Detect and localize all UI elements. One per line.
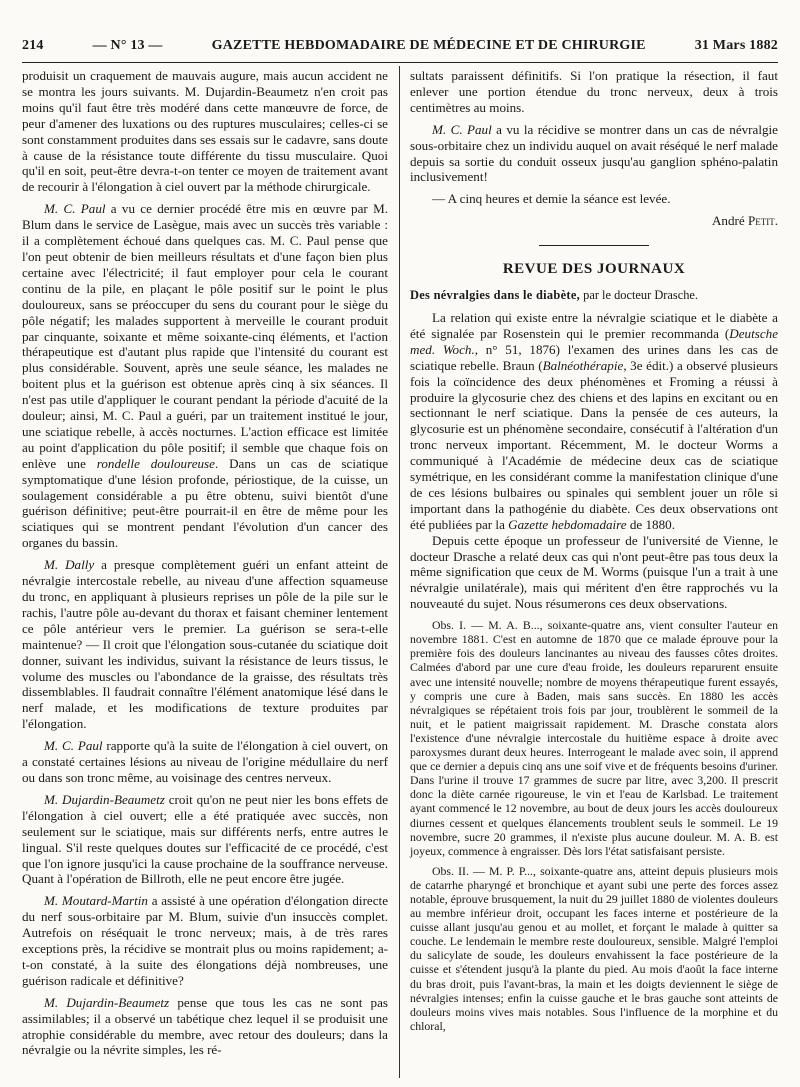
article-heading [410, 288, 778, 304]
paragraph: M. C. Paul a vu la récidive se montrer dans un cas de névralgie sous-orbitaire chez un individu auquel on avait réséqué le nerf malade depuis sa sortie du conduit osseux jusqu'au ganglion sphéno-palatin inclusivement! [410, 121, 778, 185]
right-column [410, 68, 778, 1033]
issue-number: — N° 13 — [92, 38, 163, 53]
speaker-name: M. C. Paul [432, 121, 492, 137]
speaker-name: M. C. Paul [44, 738, 103, 754]
paragraph: sultats paraissent définitifs. Si l'on pratique la résection, il faut enlever une portion étendue du tronc nerveux, deux à trois centimètres au moins. [410, 68, 778, 115]
observation-1: Obs. I. — M. A. B..., soixante-quatre ans, vient consulter l'auteur en novembre 1881. C'est en automne de 1870 que ce malade éprouve pour la première fois des douleurs lancinantes au niveau des fausses côtes droites. Calmées d'abord par une cure d'eau froide, les douleurs reparurent ensuite avec une intensité nouvelle; nombre de moyens thérapeutique furent essayés, y compris une cure à Baden, mais sans succès. En 1880 les accès névralgiques se répétaient trois fois par jour, troublèrent le sommeil de la nuit, et le patient maigrissait rapidement. M. Drasche constata alors l'existence d'une névralgie intercostale du huitième espace à droite avec paroxysmes durant deux heures. Interrogeant le malade avec soin, il apprend que ce dernier a depuis cinq ans une soif vive et de fréquents besoins d'uriner. Dans l'urine il trouve 17 grammes de sucre par litre, avec 3,200. Il prescrit donc la diète carnée rigoureuse, le vin et l'eau de Karlsbad. Le traitement ayant commencé le 12 novembre, au bout de deux jours les accès douloureux diurnes cessent et quelques élancements troublent seuls le sommeil. Le 19 novembre, sucre 20 grammes, il n'existe plus aucune douleur. M. A. B. est joyeux, commence à engraisser. Dès lors l'état satisfaisant persiste. [410, 618, 778, 858]
paragraph: La relation qui existe entre la névralgie sciatique et le diabète a été signalée par Rosenstein qui le premier recommanda (Deutsche med. Woch., n° 51, 1876) l'examen des urines dans les cas de sciatique rebelle. Braun (Balnéothérapie, 3e édit.) a observé plusieurs fois la coïncidence des deux phénomènes et Froming a réussi à produire la glycosurie chez des chiens et des lapins en excitant ou en sectionnant le nerf sciatique. Dans la pensée de ces auteurs, la glycosurie est un phénomène secondaire, consécutif à l'altération d'un tronc nerveux important. Récemment, M. le docteur Worms a communiqué à l'Académie de médecine deux cas de sciatique symétrique, en les considérant comme la manifestation clinique d'une de ces lésions bulbaires ou spinales qui semblent jouer un rôle si important dans la pathogénie du diabète. Ces deux observations ont été publiées par la Gazette hebdomadaire de 1880. [410, 309, 779, 532]
journal-title: GAZETTE HEBDOMADAIRE DE MÉDECINE ET DE CHIRURGIE [211, 38, 646, 53]
speaker-name: M. Dujardin-Beaumetz [44, 994, 170, 1010]
paragraph: M. Moutard-Martin a assisté à une opération d'élongation directe du nerf sous-orbitaire par M. Blum, suivie d'un insuccès complet. Autrefois on réséquait le tronc nerveux; mais, à de très rares exceptions près, la récidive se montrait plus ou moins rapidement; a-t-on constaté, à la suite des élongations déjà nombreuses, une guérison radicale et définitive? [22, 893, 388, 988]
paragraph: produisit un craquement de mauvais augure, mais aucun accident ne se montra les jours suivants. M. Dujardin-Beaumetz n'en croit pas moins qu'il faut être très modéré dans cette manœuvre de force, de peur d'amener des luxations ou des ruptures musculaires; celles-ci se sont constamment produites dans ses essais sur le cadavre, sans doute à cause de la résistance toute différente du tissu musculaire. Quoi qu'il en soit, peut-être devra-t-on tenter ce moyen de traitement avant de recourir à l'élongation à ciel ouvert par la méthode chirurgicale. [22, 68, 388, 195]
issue-date: 31 Mars 1882 [694, 38, 778, 53]
speaker-name: M. C. Paul [44, 201, 106, 217]
column-divider [399, 66, 400, 1078]
citation: Gazette hebdomadaire [508, 516, 627, 532]
italic-term: rondelle douloureuse [96, 455, 215, 471]
paragraph: M. C. Paul a vu ce dernier procédé être mis en œuvre par M. Blum dans le service de Lasègue, mais avec un succès très variable : il a complètement échoué dans quelques cas. M. C. Paul pense que l'on peut obtenir de bien meilleurs résultats et d'une façon bien plus certaine avec l'électricité; il faut employer pour cela le courant continu de la pile, en plaçant le pôle positif sur le point le plus douloureux, sans se préoccuper du sens du courant pour le siège du pôle négatif; les malades supportent à merveille le courant produit par cinquante, soixante et même soixante-cinq éléments, et l'action thérapeutique est d'autant plus rapide que l'intensité du courant est plus considérable. Souvent, après une seule séance, les malades ne boitent plus et la guérison est obtenue après cinq à six séances. Il n'est pas utile d'appliquer le courant pendant la période d'acuité de la douleur; ainsi, M. C. Paul a guéri, par un traitement institué le jour, une sciatique rebelle, à accès nocturnes. L'action efficace est limitée au point d'application du pôle positif; il semble que chaque fois on enlève une rondelle douloureuse. Dans un cas de sciatique symptomatique d'une lésion profonde, périostique, de la cuisse, un soulagement considérable a pu être obtenu, suivi bientôt d'une guérison définitive; peut-être pourrait-il en être de même pour les sciatiques qui se montrent pendant l'évolution d'un cancer des organes du bassin. [22, 201, 389, 551]
left-column [22, 68, 388, 1058]
paragraph: M. Dally a presque complètement guéri un enfant atteint de névralgie intercostale rebelle, au niveau d'une affection squameuse du tronc, en appliquant à plusieurs reprises un pôle de la pile sur le rachis, l'autre pôle au-devant du thorax et faisant cheminer lentement ce pôle antérieur vers le premier. La guérison se sera-t-elle maintenue? — Il croit que l'élongation sous-cutanée du sciatique doit donner, suivant les individus, suivant la résistance de leurs tissus, le volume des muscles ou l'abondance de la graisse, des résultats très dissemblables. Il faudrait connaître l'élément anatomique lésé dans le nerf malade, et les modifications de texture produites par l'élongation. [22, 557, 388, 732]
article-title: Des névralgies dans le diabète, [410, 288, 581, 303]
observation-2: Obs. II. — M. P. P..., soixante-quatre ans, atteint depuis plusieurs mois de catarrhe pharyngé et bronchique et ayant subi une perte des forces assez notable, éprouve brusquement, la nuit du 29 juillet 1880 de violentes douleurs au membre inférieur droit, occupant les faces interne et postérieure de la cuisse allant jusqu'au genou et au mollet, et forçant le malade à quitter sa couche. Le lendemain le membre reste douloureux, sensible. Malgré l'emploi du salicylate de soude, les douleurs envahissent la face postérieure de la cuisse et s'étendent jusqu'à la plante du pied. Au mois d'août la face interne du bras droit, puis l'avant-bras, la main et les doigts deviennent le siège de névralgies intenses; enfin la cuisse gauche et le bras gauche sont atteints de douleurs moins vives mais notables. Sous l'influence de la morphine et du chloral, [410, 863, 778, 1033]
speaker-name: M. Dujardin-Beaumetz [44, 791, 165, 807]
paragraph: M. Dujardin-Beaumetz pense que tous les cas ne sont pas assimilables; il a observé un tabétique chez lequel il se produisit une atrophie considérable du membre, avec retour des douleurs; dans la névralgie ou la névrite simples, les ré- [22, 994, 389, 1058]
header-rule [22, 62, 778, 63]
signature: André Petit. [711, 213, 778, 229]
page-header [22, 38, 778, 54]
paragraph: M. Dujardin-Beaumetz croit qu'on ne peut nier les bons effets de l'élongation à ciel ouvert; elle a été pratiquée avec succès, non seulement sur le sciatique, mais sur différents nerfs, entre autres le lingual. S'il reste quelques doutes sur l'efficacité de ce procédé, c'est que l'on ignore jusqu'ici la cause prochaine de la souffrance nerveuse. Quant à l'opération de Billroth, elle ne peut encore être jugée. [22, 791, 389, 887]
page-number: 214 [22, 38, 44, 53]
section-divider [539, 245, 649, 246]
speaker-name: M. Moutard-Martin [44, 893, 148, 909]
paragraph: Depuis cette époque un professeur de l'université de Vienne, le docteur Drasche a relaté deux cas qui n'ont peut-être pas tous deux la même signification que ceux de M. Worms (puisque l'un a trait à une névralgie unilatérale), mais qui méritent d'en être rapprochés vu la nouveauté du sujet. Nous résumerons ces deux observations. [410, 532, 778, 612]
citation: Deutsche med. Woch. [410, 325, 778, 357]
paragraph: — A cinq heures et demie la séance est levée. [432, 191, 671, 207]
section-title: REVUE DES JOURNAUX [502, 261, 686, 278]
article-author: par le docteur Drasche. [580, 288, 699, 303]
paragraph: M. C. Paul rapporte qu'à la suite de l'élongation à ciel ouvert, on a constaté certaines lésions au niveau de l'origine médullaire du nerf ou dans son tronc même, au voisinage des centres nerveux. [22, 738, 388, 785]
speaker-name: M. Dally [44, 557, 95, 573]
citation: Balnéothérapie [542, 357, 624, 373]
observations [410, 618, 778, 1033]
